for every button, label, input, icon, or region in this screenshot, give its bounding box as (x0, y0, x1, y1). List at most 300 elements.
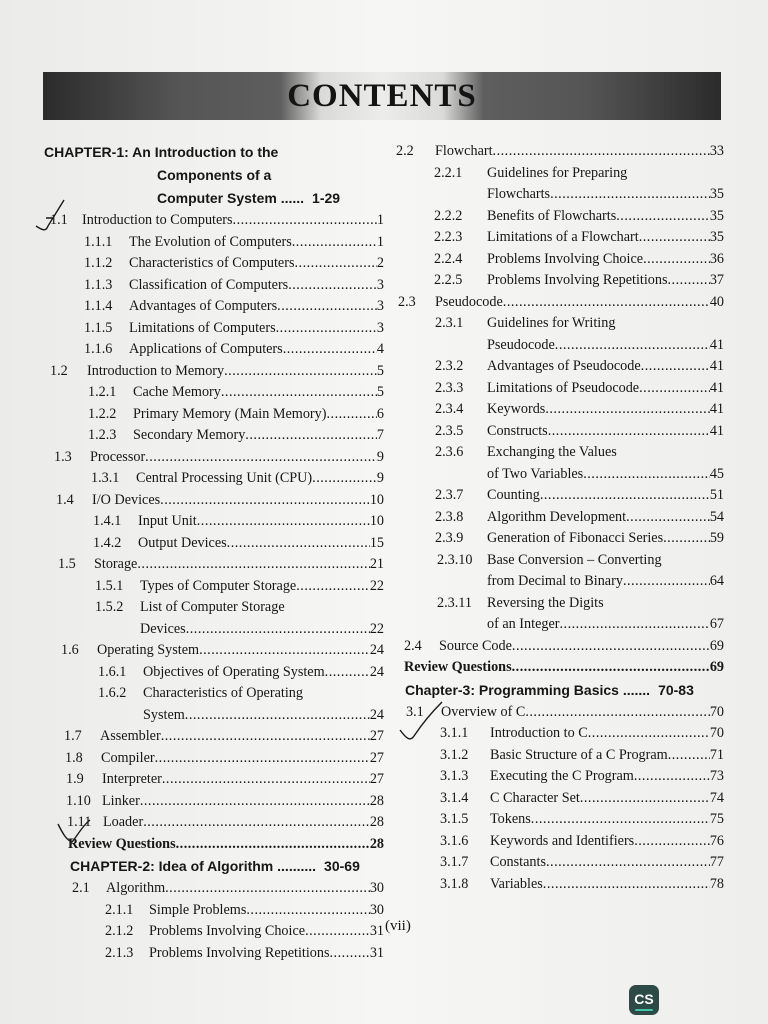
entry-text (97, 640, 384, 662)
section-number: 2.3.6 (435, 444, 464, 460)
entry-text (490, 745, 724, 767)
section-number: 2.3.4 (435, 401, 464, 417)
leader-dots (580, 788, 710, 810)
page-ref: 35 (709, 186, 724, 202)
leader-dots (186, 619, 370, 641)
toc-entry (396, 702, 724, 724)
section-number: 1.2 (50, 362, 68, 379)
toc-entry (44, 210, 384, 232)
leader-dots (296, 576, 370, 598)
entry-text (490, 809, 724, 831)
page-ref: 77 (709, 854, 724, 870)
entry-text (490, 788, 724, 810)
entry-title: Primary Memory (Main Memory) (133, 405, 327, 422)
entry-title: Executing the C Program (490, 768, 634, 784)
entry-title: Pseudocode (487, 336, 555, 353)
toc-entry (44, 404, 384, 426)
entry-title: System (143, 706, 185, 723)
leader-dots (185, 705, 370, 727)
toc-entry (44, 683, 384, 705)
toc-entry (44, 812, 384, 834)
toc-right-column (396, 141, 724, 895)
entry-text (405, 679, 694, 702)
entry-text (90, 447, 384, 469)
page-ref: 9 (376, 470, 384, 486)
section-number: 1.5.1 (95, 577, 124, 594)
leader-dots (639, 227, 710, 249)
entry-text (129, 296, 384, 318)
entry-title: List of Computer Storage (140, 599, 285, 615)
section-number: 1.6.1 (98, 663, 127, 680)
toc-entry (44, 619, 384, 641)
page-ref: 3 (376, 319, 384, 336)
toc-entry (44, 769, 384, 791)
toc-entry (44, 705, 384, 727)
entry-text (490, 766, 724, 788)
chapter-heading (44, 187, 384, 210)
leader-dots (634, 831, 710, 853)
section-number: 1.1.6 (84, 341, 113, 357)
leader-dots (283, 339, 377, 361)
entry-text (138, 511, 384, 533)
page-ref: 2 (376, 255, 384, 271)
section-number: 2.3.10 (437, 551, 473, 568)
toc-entry (44, 726, 384, 748)
entry-title: Reversing the Digits (487, 594, 604, 611)
entry-text (487, 550, 662, 572)
toc-entry (396, 227, 724, 249)
page-ref: 76 (709, 832, 724, 849)
entry-text (133, 425, 384, 447)
review-questions-entry (396, 657, 724, 679)
page-ref: 5 (376, 384, 384, 400)
page-ref: 1-29 (312, 190, 341, 206)
page-ref: 69 (709, 659, 724, 675)
page-ref: 6 (376, 405, 384, 422)
section-number: 2.2.2 (434, 207, 463, 224)
section-number: 3.1 (406, 703, 424, 720)
page-ref: 67 (709, 616, 724, 632)
page-ref: 27 (369, 771, 384, 787)
section-number: 1.1.2 (84, 255, 113, 271)
chapter-heading (396, 679, 724, 702)
leader-dots (668, 270, 710, 292)
section-number: 1.6 (61, 642, 79, 658)
section-number: 2.1.2 (105, 923, 134, 939)
leader-dots (540, 485, 710, 507)
entry-title: Central Processing Unit (CPU) (136, 470, 313, 486)
entry-title: Devices (140, 620, 186, 637)
entry-title: Linker (102, 792, 140, 809)
toc-left-column (44, 141, 384, 964)
entry-text (487, 313, 615, 335)
toc-entry (44, 576, 384, 598)
entry-title: Flowchart (435, 143, 493, 159)
page-ref: 1 (376, 233, 384, 250)
section-number: 1.6.2 (98, 685, 127, 701)
page-ref: 73 (709, 768, 724, 784)
page-ref: 7 (376, 427, 384, 443)
page-ref: 64 (709, 573, 724, 589)
entry-text (404, 657, 724, 679)
entry-text (94, 554, 384, 576)
entry-title: Generation of Fibonacci Series (487, 530, 664, 546)
page-ref: 31 (369, 923, 384, 939)
section-number: 1.9 (66, 771, 84, 787)
leader-dots (559, 614, 709, 636)
entry-text (68, 834, 384, 856)
section-number: 2.2 (396, 143, 414, 159)
entry-title: Algorithm Development (487, 508, 627, 525)
page-ref: 31 (369, 944, 384, 961)
entry-text (487, 184, 724, 206)
page-ref: 35 (709, 229, 724, 245)
entry-title: Operating System (97, 642, 200, 658)
leader-dots (330, 943, 370, 965)
toc-entry (44, 511, 384, 533)
section-number: 1.1 (50, 212, 68, 228)
entry-text (140, 576, 384, 598)
leader-dots (245, 425, 377, 447)
entry-title: I/O Devices (92, 491, 161, 508)
section-number: 2.3.9 (435, 530, 464, 546)
leader-dots (588, 723, 710, 745)
section-number: 1.1.4 (84, 298, 113, 314)
toc-entry (396, 809, 724, 831)
section-number: 3.1.1 (440, 725, 469, 741)
page-ref: 74 (709, 789, 724, 806)
entry-title: Review Questions (68, 835, 176, 852)
page-ref: 78 (709, 875, 724, 892)
page-ref: 10 (369, 491, 384, 508)
entry-text (70, 855, 360, 878)
entry-title: Loader (103, 814, 144, 830)
toc-entry (396, 442, 724, 464)
page-ref: 69 (709, 637, 724, 654)
leader-dots (305, 921, 370, 943)
entry-title: Tokens (490, 811, 531, 827)
entry-title: of Two Variables (487, 465, 584, 482)
leader-dots (503, 292, 710, 314)
leader-dots (643, 249, 710, 271)
leader-dots (326, 404, 376, 426)
entry-title: CHAPTER-1: An Introduction to the (44, 144, 279, 160)
page-ref: 33 (709, 143, 724, 159)
entry-text (487, 528, 724, 550)
entry-text (435, 141, 724, 163)
leader-dots (545, 399, 709, 421)
toc-entry (44, 318, 384, 340)
page-ref: 22 (369, 577, 384, 594)
entry-title: Storage (94, 556, 138, 572)
toc-entry (396, 163, 724, 185)
toc-entry (396, 766, 724, 788)
leader-dots (325, 662, 370, 684)
entry-text (140, 619, 384, 641)
entry-title: Assembler (100, 728, 161, 744)
entry-title: from Decimal to Binary (487, 573, 623, 589)
entry-text (487, 485, 724, 507)
entry-text (487, 399, 724, 421)
entry-title: Interpreter (102, 771, 162, 787)
entry-text (435, 292, 724, 314)
entry-text (487, 227, 724, 249)
toc-entry (44, 554, 384, 576)
toc-entry (396, 571, 724, 593)
leader-dots (512, 657, 710, 679)
entry-title: Advantages of Pseudocode (487, 358, 641, 374)
page-ref: 75 (709, 811, 724, 827)
entry-title: Introduction to Computers (82, 212, 233, 228)
entry-title: Variables (490, 875, 543, 892)
page-ref: 70 (709, 725, 724, 741)
section-number: 1.1.5 (84, 319, 113, 336)
entry-title: Source Code (439, 637, 512, 654)
page-ref: 41 (709, 336, 724, 353)
entry-text (44, 141, 278, 164)
entry-text (487, 614, 724, 636)
leader-dots (634, 766, 710, 788)
section-number: 1.3.1 (91, 470, 120, 486)
entry-text (487, 206, 724, 228)
entry-text (487, 335, 724, 357)
leader-dots (227, 533, 370, 555)
leader-dots (555, 335, 710, 357)
entry-text (157, 187, 340, 210)
entry-text (490, 831, 724, 853)
section-number: 3.1.8 (440, 875, 469, 892)
toc-entry (396, 831, 724, 853)
entry-title: Advantages of Computers (129, 298, 278, 314)
section-number: 2.3.5 (435, 422, 464, 439)
entry-title: Base Conversion – Converting (487, 551, 662, 568)
section-number: 3.1.3 (440, 768, 469, 784)
section-number: 1.5.2 (95, 599, 124, 615)
entry-text (87, 361, 384, 383)
entry-text (487, 270, 724, 292)
section-number: 1.1.1 (84, 233, 113, 250)
entry-title: Cache Memory (133, 384, 221, 400)
entry-title: Output Devices (138, 534, 227, 551)
section-number: 1.7 (64, 728, 82, 744)
toc-entry (44, 425, 384, 447)
entry-title: Benefits of Flowcharts (487, 207, 617, 224)
toc-entry (396, 745, 724, 767)
page-ref: 37 (709, 272, 724, 288)
toc-entry (396, 528, 724, 550)
toc-entry (44, 253, 384, 275)
review-questions-entry (44, 834, 384, 856)
toc-entry (396, 141, 724, 163)
toc-entry (396, 852, 724, 874)
leader-dots (531, 809, 710, 831)
section-number: 2.3.3 (435, 379, 464, 396)
page-ref: 41 (709, 422, 724, 439)
leader-dots (137, 554, 369, 576)
entry-title: Pseudocode (435, 293, 503, 310)
toc-entry (396, 399, 724, 421)
entry-title: Limitations of Pseudocode (487, 379, 640, 396)
entry-text (157, 164, 271, 187)
entry-title: Components of a (157, 167, 272, 183)
page-ref: 24 (369, 663, 384, 680)
contents-banner (43, 72, 721, 120)
leader-dots (493, 141, 710, 163)
toc-entry (44, 791, 384, 813)
toc-entry (396, 421, 724, 443)
entry-text (136, 468, 384, 490)
page-ref: 30 (369, 880, 384, 896)
entry-title: Computer System ...... (157, 190, 305, 206)
toc-entry (396, 636, 724, 658)
section-number: 1.2.2 (88, 405, 117, 422)
entry-title: CHAPTER-2: Idea of Algorithm .......... (70, 858, 317, 874)
leader-dots (626, 507, 710, 529)
entry-title: Exchanging the Values (487, 444, 617, 460)
page-number: (vii) (385, 918, 411, 934)
entry-title: Objectives of Operating System (143, 663, 325, 680)
section-number: 2.1.3 (105, 944, 134, 961)
toc-entry (44, 943, 384, 965)
page-ref: 27 (369, 728, 384, 744)
entry-text (487, 593, 604, 615)
section-number: 1.2.1 (88, 384, 117, 400)
leader-dots (277, 296, 377, 318)
page-ref: 24 (369, 642, 384, 658)
page-ref: 35 (709, 207, 724, 224)
entry-title: Compiler (101, 749, 155, 766)
leader-dots (312, 468, 377, 490)
entry-text (102, 791, 384, 813)
toc-entry (396, 507, 724, 529)
toc-entry (396, 270, 724, 292)
toc-entry (44, 468, 384, 490)
toc-entry (396, 249, 724, 271)
page-ref: 40 (709, 293, 724, 310)
entry-text (487, 249, 724, 271)
toc-entry (44, 748, 384, 770)
section-number: 2.2.5 (434, 272, 463, 288)
section-number: 3.1.5 (440, 811, 469, 827)
entry-text (143, 662, 384, 684)
section-number: 3.1.2 (440, 746, 469, 763)
toc-entry (44, 382, 384, 404)
leader-dots (233, 210, 377, 232)
chapter-heading (44, 141, 384, 164)
entry-title: Problems Involving Repetitions (487, 272, 668, 288)
page-ref: 9 (376, 448, 384, 465)
page-ref: 28 (369, 835, 384, 852)
entry-text (439, 636, 724, 658)
entry-text (129, 232, 384, 254)
toc-entry (396, 313, 724, 335)
entry-title: Simple Problems (149, 901, 247, 918)
section-number: 1.4.2 (93, 534, 122, 551)
toc-entry (44, 533, 384, 555)
toc-entry (396, 292, 724, 314)
page-ref: 15 (369, 534, 384, 551)
entry-title: Problems Involving Choice (487, 250, 644, 267)
page-ref: 30-69 (324, 858, 360, 874)
toc-entry (44, 662, 384, 684)
entry-title: Basic Structure of a C Program (490, 746, 668, 763)
toc-entry (44, 490, 384, 512)
entry-title: The Evolution of Computers (129, 233, 292, 250)
entry-text (487, 356, 724, 378)
toc-entry (44, 640, 384, 662)
entry-title: Chapter-3: Programming Basics ....... (405, 681, 651, 698)
entry-text (133, 382, 384, 404)
page-ref: 21 (369, 556, 384, 572)
section-number: 2.3.8 (435, 508, 464, 525)
page-ref: 41 (709, 358, 724, 374)
entry-text (149, 900, 384, 922)
chapter-heading (44, 855, 384, 878)
entry-title: Guidelines for Writing (487, 315, 616, 331)
toc-entry (396, 723, 724, 745)
handwritten-tick-icon (34, 196, 80, 236)
toc-entry (44, 447, 384, 469)
entry-text (129, 253, 384, 275)
section-number: 1.4.1 (93, 513, 122, 529)
toc-entry (44, 361, 384, 383)
page-ref: 41 (709, 379, 724, 396)
entry-title: Introduction to C (490, 725, 588, 741)
entry-title: Guidelines for Preparing (487, 164, 628, 181)
toc-entry (44, 232, 384, 254)
handwritten-tick-icon (398, 700, 444, 748)
toc-entry (44, 597, 384, 619)
page-ref: 28 (369, 792, 384, 809)
page-ref: 30 (369, 901, 384, 918)
leader-dots (639, 378, 710, 400)
section-number: 1.1.3 (84, 276, 113, 293)
entry-text (487, 464, 724, 486)
leader-dots (288, 275, 377, 297)
toc-entry (396, 788, 724, 810)
section-number: 1.8 (65, 749, 83, 766)
section-number: 2.4 (404, 637, 422, 654)
entry-title: Introduction to Memory (87, 362, 225, 379)
entry-text (129, 318, 384, 340)
section-number: 1.11 (67, 814, 92, 830)
section-number: 1.5 (58, 556, 76, 572)
handwritten-tick-icon (56, 818, 92, 848)
page-ref: 36 (709, 250, 724, 267)
leader-dots (143, 812, 370, 834)
entry-title: Counting (487, 487, 540, 503)
page-ref: 59 (709, 530, 724, 546)
entry-title: Constructs (487, 422, 548, 439)
entry-title: Limitations of a Flowchart (487, 229, 639, 245)
entry-title: Types of Computer Storage (140, 577, 297, 594)
section-number: 3.1.6 (440, 832, 469, 849)
leader-dots (546, 852, 710, 874)
entry-title: Constants (490, 854, 546, 870)
leader-dots (160, 490, 370, 512)
entry-text (140, 597, 285, 619)
page-ref: 24 (369, 706, 384, 723)
entry-text (143, 705, 384, 727)
section-number: 2.3.7 (435, 487, 464, 503)
camscanner-badge[interactable]: CS (629, 985, 659, 1015)
entry-title: Characteristics of Operating (143, 685, 303, 701)
toc-entry (396, 464, 724, 486)
leader-dots (162, 769, 370, 791)
leader-dots (668, 745, 710, 767)
leader-dots (616, 206, 710, 228)
page-ref: 51 (709, 487, 724, 503)
